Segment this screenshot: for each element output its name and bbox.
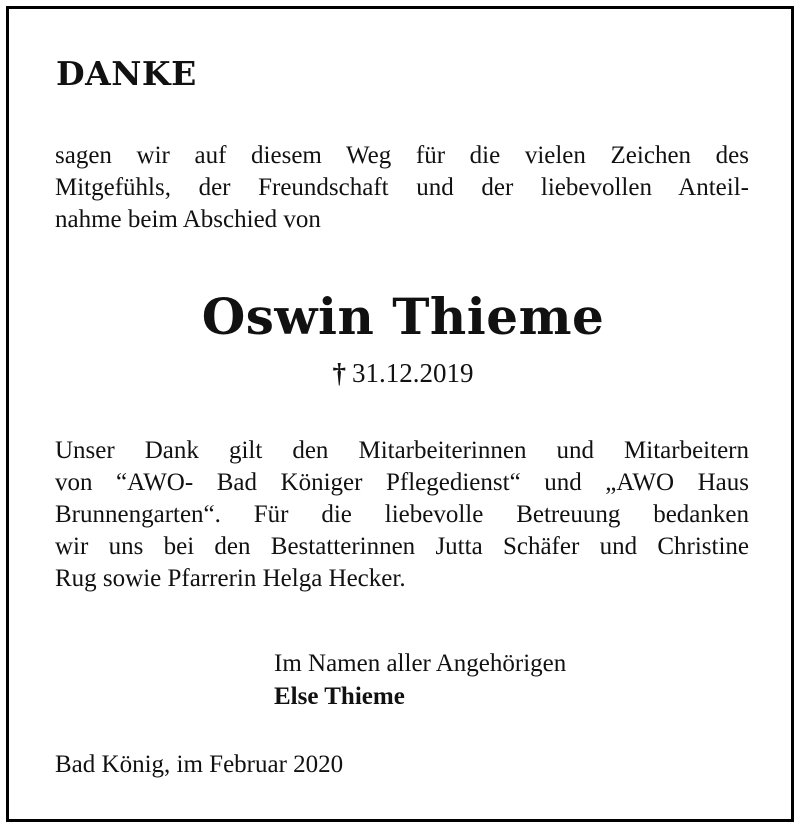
- signoff-block: [274, 647, 566, 713]
- thanks-line: von “AWO- Bad Königer Pflegedienst“ und „AWO Haus: [55, 469, 749, 496]
- obituary-thanks-notice: [9, 9, 791, 819]
- place-and-date: Bad König, im Februar 2020: [55, 751, 344, 778]
- cross-icon: †: [332, 358, 346, 388]
- signoff-lead: Im Namen aller Angehörigen: [274, 650, 567, 677]
- deceased-name: Oswin Thieme: [201, 287, 605, 346]
- thanks-line: wir uns bei den Bestatterinnen Jutta Schäfer und Christine: [55, 533, 749, 560]
- thanks-paragraph: [55, 435, 749, 595]
- death-date: 31.12.2019: [352, 358, 474, 388]
- signer-name: Else Thieme: [274, 683, 405, 710]
- intro-line: nahme beim Abschied von: [55, 206, 321, 233]
- intro-line: Mitgefühls, der Freundschaft und der liebevollen Anteil-: [55, 174, 749, 201]
- thanks-line: Brunnengarten“. Für die liebevolle Betreuung bedanken: [55, 501, 749, 528]
- death-date-line: [9, 360, 797, 387]
- notice-heading: DANKE: [56, 54, 197, 93]
- intro-line: sagen wir auf diesem Weg für die vielen Zeichen des: [55, 142, 749, 169]
- intro-paragraph: [55, 140, 749, 236]
- notice-border: [6, 6, 794, 822]
- thanks-line: Rug sowie Pfarrerin Helga Hecker.: [55, 565, 406, 592]
- thanks-line: Unser Dank gilt den Mitarbeiterinnen und Mitarbeitern: [55, 437, 749, 464]
